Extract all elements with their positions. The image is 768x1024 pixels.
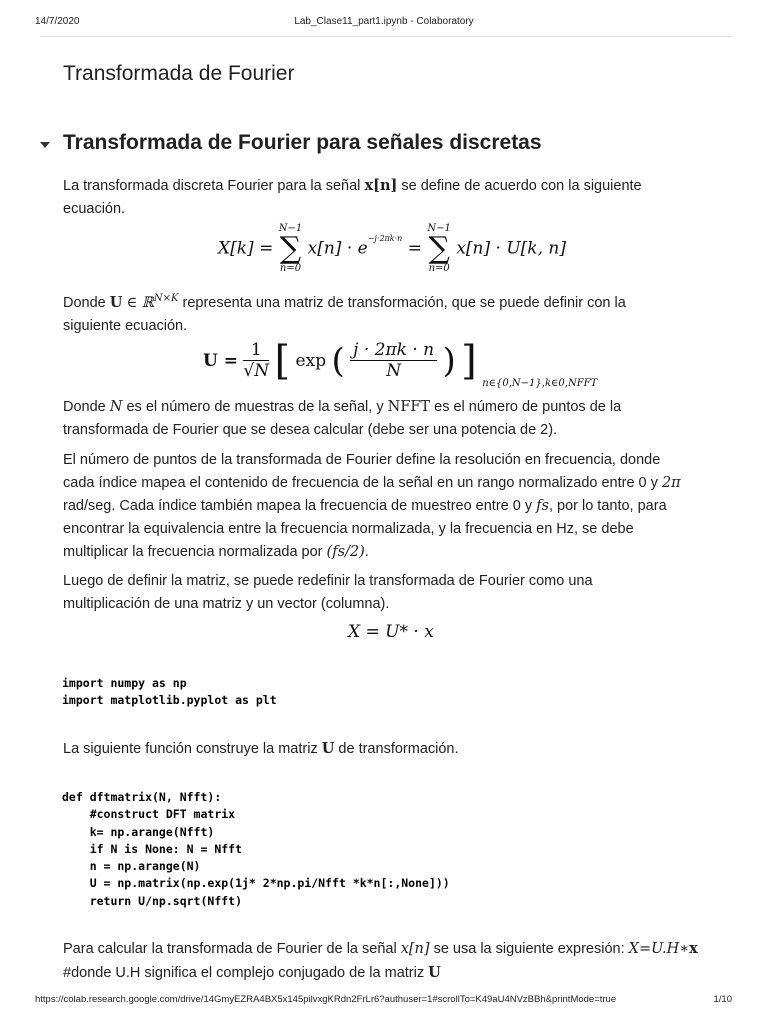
footer-url: https://colab.research.google.com/drive/14GmyEZRA4BX5x145pilvxgKRdn2FrLr6?authuser=1#scrollTo=K49aU4NVzBBh&printMode=true (35, 994, 617, 1005)
equation-product: X = U* · x (348, 622, 434, 642)
section-title: Transformada de Fourier para señales discretas (63, 131, 542, 154)
collapse-caret-icon[interactable] (40, 142, 50, 148)
code-cell-dftmatrix[interactable]: def dftmatrix(N, Nfft): #construct DFT matrix k= np.arange(Nfft) if N is None: N = Nfft n = np.arange(N) U = np.matrix(np.exp(1j* 2*np.pi/Nfft *k*n[:,None])) return U/np.sqrt(Nfft) (62, 790, 450, 908)
page-number: 1/10 (713, 994, 732, 1005)
paragraph-compute: Para calcular la transformada de Fourier de la señal x[n] se usa la siguiente expresión: X=U.H∗x #donde U.H significa el complejo conjugado de la matriz U (63, 940, 698, 981)
paragraph-resolution: El número de puntos de la transformada de Fourier define la resolución en frecuencia, donde cada índice mapea el contenido de frecuencia de la señal en un rango normalizado entre 0 y 2π rad/seg. Cada índice también mapea la frecuencia de muestreo entre 0 y fs, por lo tanto, para encontrar la equivalencia entre la frecuencia normalizada, y la frecuencia en Hz, se debe multiplicar la frecuencia normalizada por (fs/2). (63, 452, 681, 560)
math-xn: x[n] (364, 177, 398, 194)
print-title: Lab_Clase11_part1.ipynb - Colaboratory (294, 16, 474, 27)
sum-symbol-1: N−1 ∑ n=0 (278, 223, 303, 274)
paragraph-redefine: Luego de definir la matriz, se puede redefinir la transformada de Fourier como una multiplicación de una matriz y un vector (columna). (63, 573, 593, 612)
sum-symbol-2: N−1 ∑ n=0 (427, 223, 451, 274)
paragraph-function: La siguiente función construye la matriz U de transformación. (63, 740, 459, 757)
header-divider (40, 36, 732, 37)
code-cell-imports[interactable]: import numpy as np import matplotlib.pyplot as plt (62, 676, 277, 708)
equation-matrix: U = $\frac{1}{√N}$ [ exp ( $\frac{j \cdot 2\pi k \cdot n}{N}$ ) ] n∈{0,N−1},k∈0,NFFT (203, 337, 598, 389)
page-title: Transformada de Fourier (63, 62, 295, 85)
equation-dft: X[k] = N−1 ∑ n=0 $x[n] \cdot e^{-j\cdot 2\pi k\cdot n}$ = N−1 ∑ n=0 x[n] · U[k, n] (218, 223, 566, 274)
paragraph-n-nfft: Donde N es el número de muestras de la señal, y NFFT es el número de puntos de la transformada de Fourier que se desea calcular (debe ser una potencia de 2). (63, 399, 622, 438)
print-date: 14/7/2020 (35, 16, 80, 27)
paragraph-intro: La transformada discreta Fourier para la señal x[n] se define de acuerdo con la siguiente ecuación. (63, 177, 642, 217)
paragraph-matrix: Donde U ∈ ℝ$^{N\times K}$ representa una matriz de transformación, que se puede definir con la siguiente ecuación. (63, 293, 626, 334)
